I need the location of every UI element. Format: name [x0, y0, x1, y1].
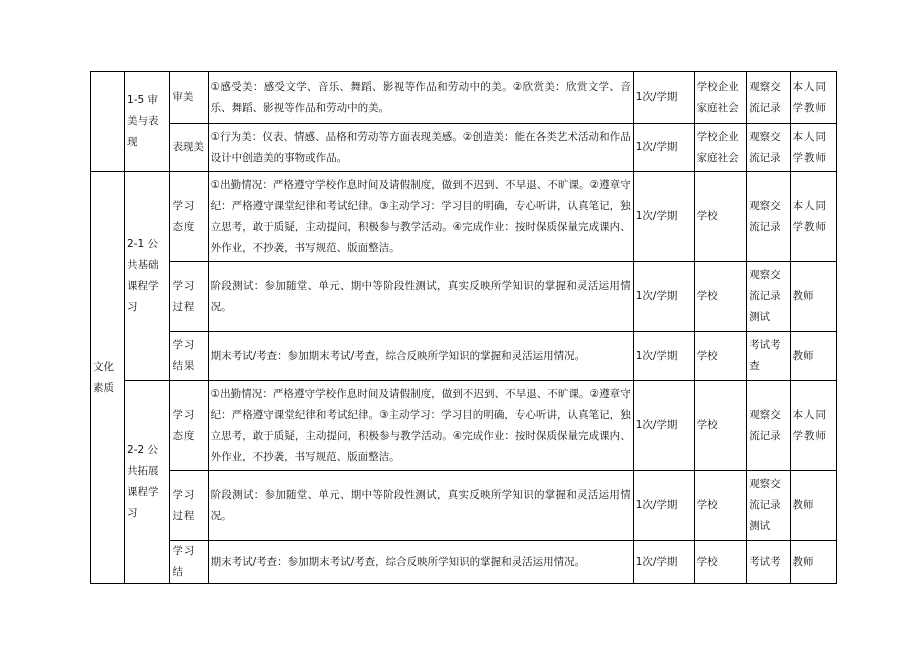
category-cell: 2-2 公共拓展课程学习	[125, 381, 170, 584]
evaluation-table	[90, 71, 837, 584]
domain-cell-empty	[91, 72, 125, 172]
place-cell: 学校	[694, 471, 747, 541]
frequency-cell: 1次/学期	[633, 541, 694, 584]
item-cell: 审美	[170, 72, 208, 124]
item-cell: 学习态度	[170, 172, 208, 262]
method-cell: 观察交流记录	[747, 72, 790, 124]
evaluator-cell: 本人同学教师	[790, 124, 836, 172]
place-cell: 学校企业家庭社会	[694, 124, 747, 172]
method-cell: 观察交流记录测试	[747, 471, 790, 541]
frequency-cell: 1次/学期	[633, 381, 694, 471]
method-cell: 观察交流记录测试	[747, 262, 790, 332]
frequency-cell: 1次/学期	[633, 72, 694, 124]
item-cell: 学习过程	[170, 471, 208, 541]
item-cell: 学习态度	[170, 381, 208, 471]
evaluator-cell: 教师	[790, 541, 836, 584]
category-cell: 1-5 审美与表现	[125, 72, 170, 172]
evaluator-cell: 本人同学教师	[790, 172, 836, 262]
place-cell: 学校	[694, 172, 747, 262]
frequency-cell: 1次/学期	[633, 332, 694, 381]
method-cell: 考试考	[747, 541, 790, 584]
item-cell: 学习过程	[170, 262, 208, 332]
frequency-cell: 1次/学期	[633, 172, 694, 262]
content-cell: ①行为美：仪表、情感、品格和劳动等方面表现美感。②创造美：能在各类艺术活动和作品设计中创造美的事物或作品。	[208, 124, 633, 172]
content-cell: 阶段测试：参加随堂、单元、期中等阶段性测试，真实反映所学知识的掌握和灵活运用情况。	[208, 471, 633, 541]
evaluator-cell: 本人同学教师	[790, 72, 836, 124]
content-cell: ①出勤情况：严格遵守学校作息时间及请假制度，做到不迟到、不早退、不旷课。②遵章守纪：严格遵守课堂纪律和考试纪律。③主动学习：学习目的明确，专心听讲，认真笔记，独立思考，敢于质疑，主动提问，积极参与教学活动。④完成作业：按时保质保量完成课内、外作业，不抄袭，书写规范、版面整洁。	[208, 172, 633, 262]
table-row	[91, 541, 837, 584]
table-row	[91, 124, 837, 172]
table-row	[91, 262, 837, 332]
evaluator-cell: 教师	[790, 332, 836, 381]
place-cell: 学校	[694, 541, 747, 584]
evaluator-cell: 教师	[790, 471, 836, 541]
content-cell: ①出勤情况：严格遵守学校作息时间及请假制度，做到不迟到、不早退、不旷课。②遵章守纪：严格遵守课堂纪律和考试纪律。③主动学习：学习目的明确，专心听讲，认真笔记，独立思考，敢于质疑，主动提问，积极参与教学活动。④完成作业：按时保质保量完成课内、外作业，不抄袭，书写规范、版面整洁。	[208, 381, 633, 471]
table-row	[91, 172, 837, 262]
place-cell: 学校	[694, 381, 747, 471]
frequency-cell: 1次/学期	[633, 471, 694, 541]
frequency-cell: 1次/学期	[633, 124, 694, 172]
table-row	[91, 381, 837, 471]
item-cell: 表现美	[170, 124, 208, 172]
evaluator-cell: 本人同学教师	[790, 381, 836, 471]
category-cell: 2-1 公共基础课程学习	[125, 172, 170, 381]
table-row	[91, 332, 837, 381]
content-cell: 阶段测试：参加随堂、单元、期中等阶段性测试，真实反映所学知识的掌握和灵活运用情况。	[208, 262, 633, 332]
place-cell: 学校	[694, 262, 747, 332]
table-row	[91, 471, 837, 541]
method-cell: 观察交流记录	[747, 381, 790, 471]
content-cell: 期末考试/考查：参加期末考试/考查，综合反映所学知识的掌握和灵活运用情况。	[208, 541, 633, 584]
content-cell: ①感受美：感受文学、音乐、舞蹈、影视等作品和劳动中的美。②欣赏美：欣赏文学、音乐、舞蹈、影视等作品和劳动中的美。	[208, 72, 633, 124]
frequency-cell: 1次/学期	[633, 262, 694, 332]
method-cell: 考试考查	[747, 332, 790, 381]
evaluator-cell: 教师	[790, 262, 836, 332]
domain-cell: 文化素质	[91, 172, 125, 584]
item-cell: 学习结	[170, 541, 208, 584]
content-cell: 期末考试/考查：参加期末考试/考查，综合反映所学知识的掌握和灵活运用情况。	[208, 332, 633, 381]
method-cell: 观察交流记录	[747, 172, 790, 262]
place-cell: 学校企业家庭社会	[694, 72, 747, 124]
item-cell: 学习结果	[170, 332, 208, 381]
table-row	[91, 72, 837, 124]
method-cell: 观察交流记录	[747, 124, 790, 172]
place-cell: 学校	[694, 332, 747, 381]
